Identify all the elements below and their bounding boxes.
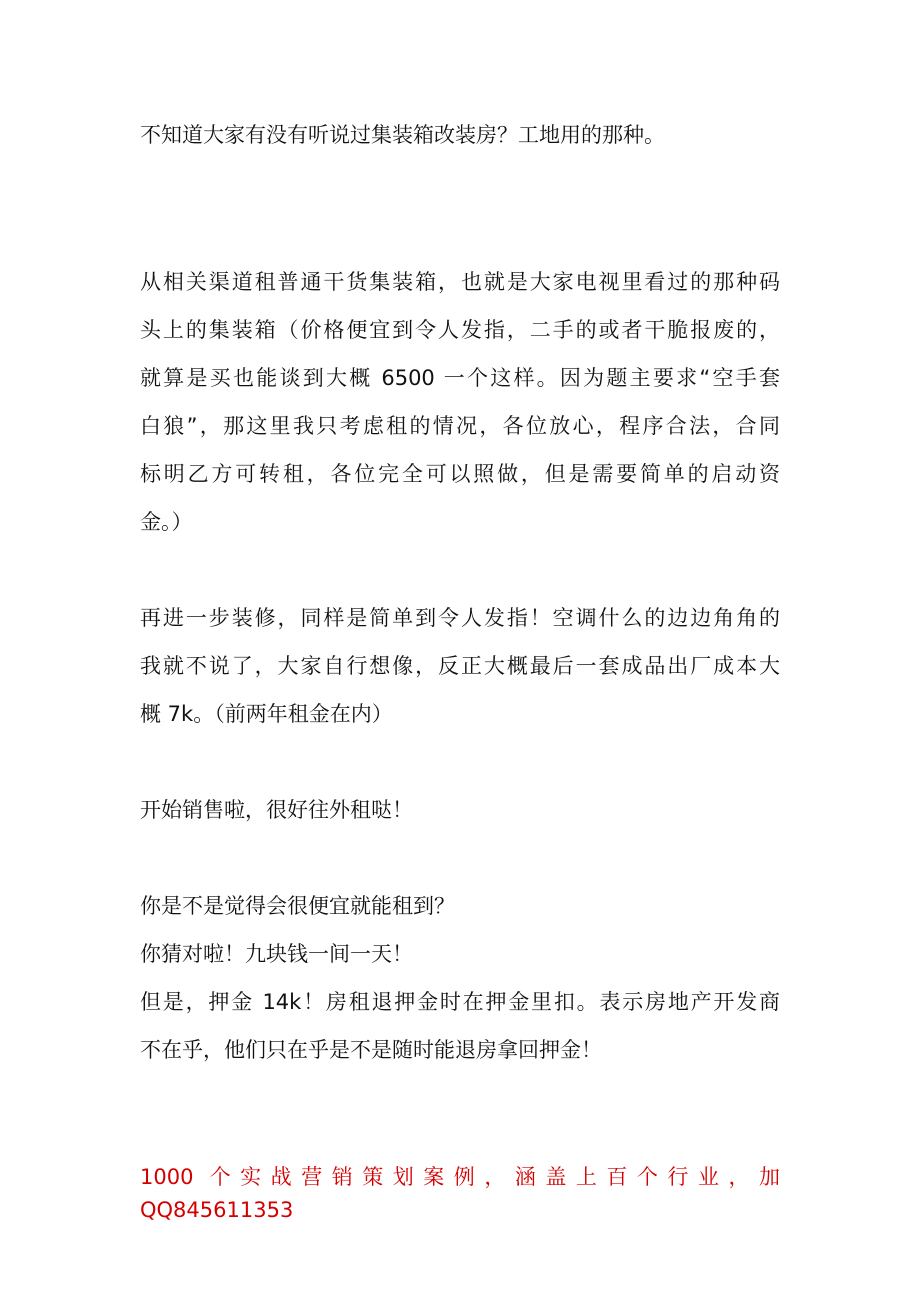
paragraph-3-line-2: 我就不说了，大家自行想像，反正大概最后一套成品出厂成本大: [140, 654, 780, 678]
paragraph-2-line-4: 白狼”，那这里我只考虑租的情况，各位放心，程序合法，合同: [140, 414, 780, 438]
paragraph-1-line-1: 不知道大家有没有听说过集装箱改装房？工地用的那种。: [140, 123, 665, 147]
footer-ad-line-1: 1000 个实战营销策划案例，涵盖上百个行业，加: [140, 1165, 780, 1189]
paragraph-2-line-1: 从相关渠道租普通干货集装箱，也就是大家电视里看过的那种码: [140, 270, 780, 294]
paragraph-2-line-6: 金。）: [140, 510, 193, 534]
footer-ad-line-2: QQ845611353: [140, 1198, 294, 1222]
paragraph-4-line-1: 开始销售啦，很好往外租哒！: [140, 798, 413, 822]
paragraph-5-line-2: 你猜对啦！九块钱一间一天！: [140, 942, 413, 966]
paragraph-5-line-3: 但是，押金 14k！房租退押金时在押金里扣。表示房地产开发商: [140, 990, 780, 1014]
paragraph-3-line-3: 概 7k。（前两年租金在内）: [140, 702, 393, 726]
paragraph-2-line-3: 就算是买也能谈到大概 6500 一个这样。因为题主要求“空手套: [140, 366, 780, 390]
paragraph-5-line-4: 不在乎，他们只在乎是不是随时能退房拿回押金！: [140, 1038, 602, 1062]
paragraph-2-line-5: 标明乙方可转租，各位完全可以照做，但是需要简单的启动资: [140, 462, 780, 486]
paragraph-2-line-2: 头上的集装箱（价格便宜到令人发指，二手的或者干脆报废的，: [140, 318, 780, 342]
paragraph-5-line-1: 你是不是觉得会很便宜就能租到？: [140, 894, 455, 918]
paragraph-3-line-1: 再进一步装修，同样是简单到令人发指！空调什么的边边角角的: [140, 606, 780, 630]
